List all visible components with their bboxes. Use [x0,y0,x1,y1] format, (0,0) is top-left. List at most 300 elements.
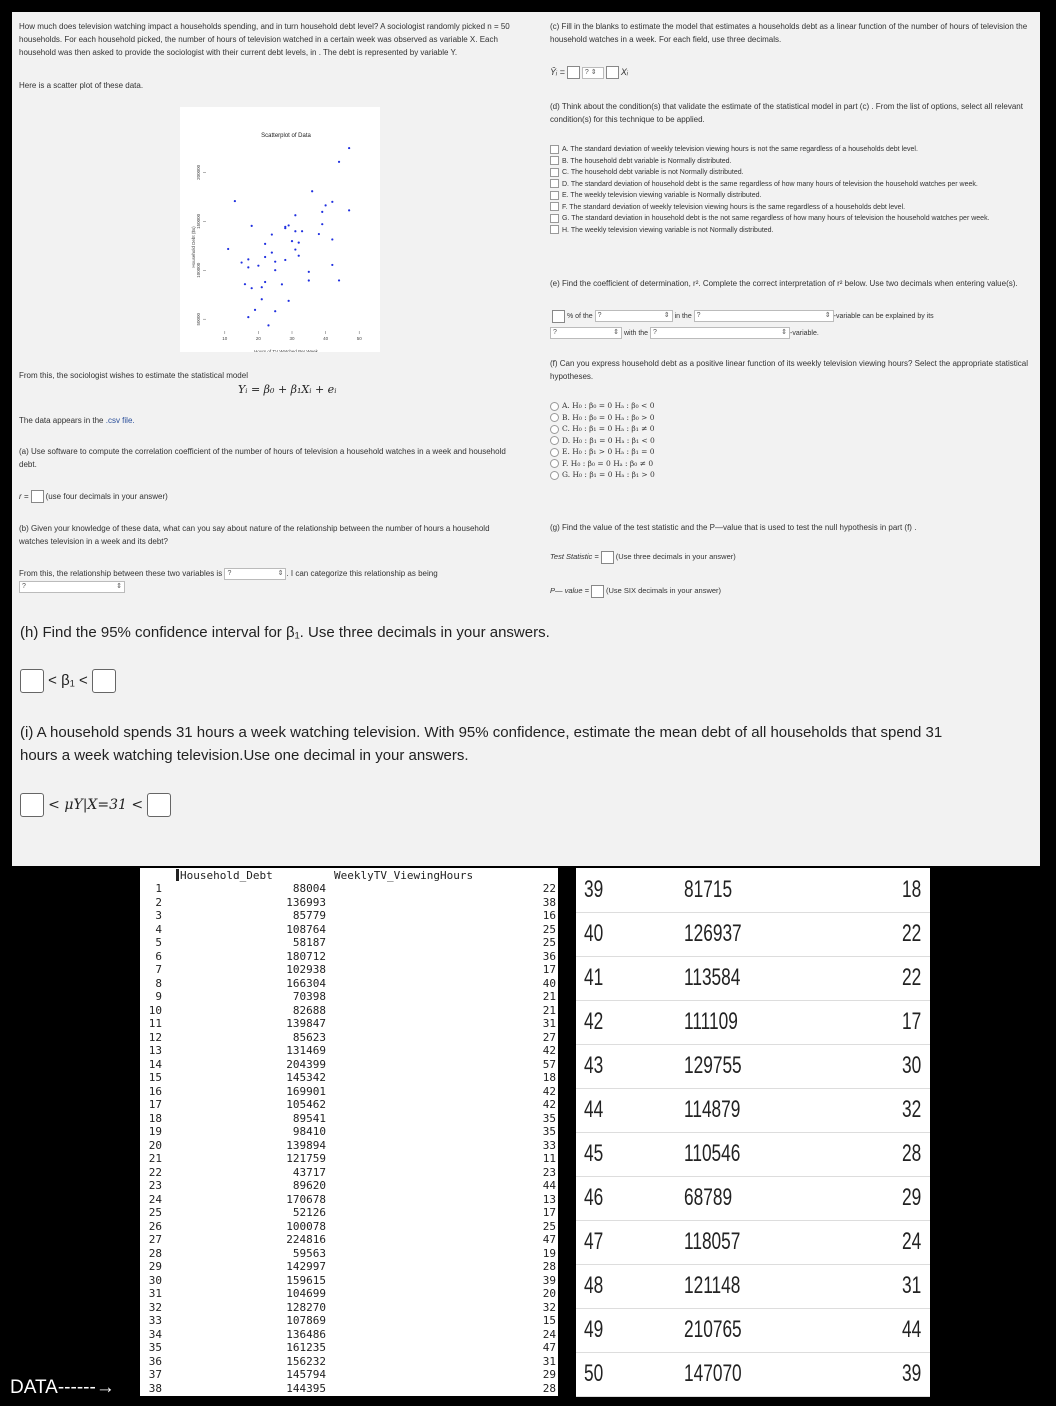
radio[interactable] [550,436,559,445]
table-row [140,1233,558,1246]
data-point [274,310,276,312]
data-point [234,200,236,202]
data-point [338,161,340,163]
debt-cell: 81715 [684,876,733,903]
debt-cell: 104699 [286,1287,326,1300]
table-row [576,1264,930,1309]
hours-cell: 40 [542,976,556,990]
debt-cell: 89541 [292,1111,326,1125]
row-index: 10 [148,1003,162,1017]
part-d-options [550,144,1038,236]
row-index: 40 [584,920,604,947]
row-index: 6 [155,949,162,963]
x-axis-label: Hours of TV Watched Per Week [254,349,318,352]
radio[interactable] [550,413,559,422]
csv-line: The data appears in the .csv file. [19,416,135,425]
table-row [576,1132,930,1177]
data-point [321,223,323,225]
chart-title: Scatterplot of Data [261,133,311,139]
hours-cell: 22 [542,882,556,895]
hours-cell: 24 [542,1327,556,1341]
row-index: 1 [155,882,162,895]
row-index: 9 [155,990,162,1003]
hyp-option-e[interactable]: E. H₀ : β₁ > 0 Hₐ : β₁ = 0 [550,446,655,458]
table-row [140,1031,558,1044]
part-a-answer: r = (use four decimals in your answer) [19,490,168,503]
debt-cell: 180712 [286,949,326,963]
checkbox[interactable] [550,202,559,211]
data-point [281,283,283,285]
data-point [257,265,259,267]
hours-cell: 20 [542,1287,556,1300]
part-f: (f) Can you express household debt as a positive linear function of its weekly television viewing hours? Select the appropriate statistical hypotheses. [550,359,1029,381]
hours-cell: 27 [542,1030,556,1044]
relationship-direction-select[interactable]: ? ⇕ [224,568,286,580]
p-value-row: P— value = (Use SIX decimals in your answer) [550,584,721,598]
part-h-answer: < β₁ < [20,669,116,693]
table-row [140,1125,558,1138]
debt-cell: 89620 [292,1179,326,1192]
x-tick-label: 50 [356,336,362,341]
hours-cell: 35 [542,1111,556,1125]
hyp-option-f[interactable]: F. H₀ : β₀ = 0 Hₐ : β₀ ≠ 0 [550,458,655,470]
radio[interactable] [550,425,559,434]
data-point [251,225,253,227]
other-variable-select[interactable]: ? ⇕ [650,327,790,339]
table-row [576,912,930,957]
mean-ci-lower-input[interactable] [20,793,44,817]
part-a: (a) Use software to compute the correlation coefficient of the number of hours of television a household watches in a week and household debt. [19,447,506,469]
part-c-answer: Ŷᵢ = ? ⇕ Xᵢ [550,66,628,79]
csv-file-link[interactable]: .csv file. [105,416,135,425]
radio[interactable] [550,459,559,468]
table-row [140,1341,558,1354]
data-point [308,279,310,281]
row-index: 42 [584,1008,604,1035]
debt-cell: 105462 [286,1098,326,1111]
row-index: 31 [148,1287,162,1300]
table-header: Household_Debt WeeklyTV_ViewingHours [140,869,558,882]
option-h[interactable]: H. The weekly television viewing variable is not Normally distributed. [550,225,1038,237]
hours-cell: 31 [542,1017,556,1030]
hours-cell: 28 [542,1381,556,1395]
data-point [284,259,286,261]
hyp-option-b[interactable]: B. H₀ : β₀ = 0 Hₐ : β₀ > 0 [550,412,655,424]
table-row [140,1085,558,1098]
hours-cell: 30 [902,1052,922,1079]
table-row [576,956,930,1001]
debt-cell: 118057 [684,1228,741,1255]
debt-cell: 114879 [684,1096,741,1123]
test-statistic-input[interactable] [601,551,614,564]
table-row [576,1088,930,1133]
data-point [271,251,273,253]
hours-cell: 25 [542,1219,556,1233]
data-point [264,256,266,258]
debt-cell: 88004 [292,882,326,895]
row-index: 12 [148,1030,162,1044]
debt-cell: 169901 [286,1084,326,1098]
row-index: 5 [155,936,162,949]
option-a[interactable]: A. The standard deviation of weekly television viewing hours is not the same regardless of a households debt level. [550,144,1038,156]
p-value-input[interactable] [591,585,604,598]
hours-cell: 28 [542,1260,556,1273]
row-index: 8 [155,976,162,990]
hours-cell: 18 [902,876,922,903]
table-row [576,1352,930,1397]
row-index: 4 [155,922,162,936]
hours-cell: 22 [902,920,922,947]
part-c: (c) Fill in the blanks to estimate the model that estimates a households debt as a linear function of the number of hours of television the household watches in a week. For each field, use three decimals. [550,22,1028,44]
table-row [140,1355,558,1368]
table-row [140,1193,558,1206]
data-point [321,211,323,213]
row-index: 49 [584,1316,604,1343]
table-row [576,1220,930,1265]
y-tick-label: 100000 [196,262,201,278]
table-row [576,868,930,913]
table-row [140,1314,558,1327]
row-index: 18 [148,1111,162,1125]
hours-cell: 13 [542,1192,556,1206]
debt-cell: 111109 [684,1008,738,1035]
debt-cell: 139894 [286,1138,326,1152]
row-index: 24 [148,1192,162,1206]
row-index: 44 [584,1096,604,1123]
data-point [301,230,303,232]
data-point [348,147,350,149]
data-point [271,233,273,235]
table-row [140,1206,558,1219]
row-index: 41 [584,964,604,991]
table-row [140,923,558,936]
test-statistic-row: Test Statistic = (Use three decimals in your answer) [550,550,736,564]
data-point [264,281,266,283]
table-row [140,1139,558,1152]
table-row [140,1274,558,1287]
data-point [294,248,296,250]
scatter-svg [180,107,380,352]
table-row [140,1112,558,1125]
table-row [140,1058,558,1071]
debt-cell: 107869 [286,1314,326,1327]
option-b[interactable]: B. The household debt variable is Normally distributed. [550,156,1038,168]
debt-cell: 147070 [684,1360,742,1387]
table-row [140,1260,558,1273]
data-point [284,226,286,228]
row-index: 27 [148,1233,162,1246]
debt-cell: 52126 [292,1206,326,1219]
row-index: 36 [148,1354,162,1368]
hyp-option-a[interactable]: A. H₀ : β₀ = 0 Hₐ : β₀ < 0 [550,400,655,412]
debt-cell: 156232 [286,1354,326,1368]
data-point [274,269,276,271]
data-point [294,214,296,216]
table-row [140,1044,558,1057]
table-row [140,909,558,922]
hours-cell: 35 [542,1125,556,1138]
table-row [140,977,558,990]
debt-cell: 82688 [292,1003,326,1017]
data-point [227,248,229,250]
hours-cell: 44 [902,1316,922,1343]
row-index: 34 [148,1327,162,1341]
part-i-answer: < μY|X=31 < [20,793,171,817]
hours-cell: 25 [542,922,556,936]
hours-cell: 29 [542,1368,556,1381]
ci-upper-input[interactable] [92,669,116,693]
header-marker [176,869,179,881]
table-row [140,1368,558,1381]
scatter-intro: Here is a scatter plot of these data. [19,81,144,90]
hyp-option-d[interactable]: D. H₀ : β₁ = 0 Hₐ : β₁ < 0 [550,435,655,447]
debt-cell: 102938 [286,963,326,976]
part-e-answer: % of the ? ⇕ in the ? ⇕ -variable can be explained by its ? ⇕ with the ? ⇕ -variable. [550,308,1038,342]
debt-cell: 131469 [286,1044,326,1057]
debt-cell: 142997 [286,1260,326,1273]
table-row [140,1004,558,1017]
debt-cell: 128270 [286,1300,326,1314]
row-index: 2 [155,895,162,909]
row-index: 46 [584,1184,604,1211]
debt-cell: 110546 [684,1140,741,1167]
debt-cell: 59563 [292,1246,326,1260]
hours-cell: 22 [902,964,922,991]
intercept-input[interactable] [567,66,580,79]
hours-cell: 42 [542,1084,556,1098]
row-index: 23 [148,1179,162,1192]
table-row [140,1287,558,1300]
data-point [247,316,249,318]
hours-cell: 47 [542,1233,556,1246]
data-point [267,324,269,326]
table-row [576,1000,930,1045]
x-tick-label: 30 [289,336,295,341]
option-e[interactable]: E. The weekly television viewing variable is Normally distributed. [550,190,1038,202]
r-input[interactable] [31,490,44,503]
table-row [140,963,558,976]
debt-cell: 136993 [286,895,326,909]
data-point [331,238,333,240]
row-index: 50 [584,1360,604,1387]
debt-cell: 210765 [684,1316,742,1343]
scatter-plot [180,107,380,352]
y-tick-label: 150000 [196,213,201,229]
row-index: 39 [584,876,604,903]
data-point [288,300,290,302]
data-point [311,190,313,192]
debt-cell: 161235 [286,1341,326,1354]
table-row [140,896,558,909]
variation-select[interactable]: ? ⇕ [595,310,673,322]
select-arrow-icon: ⇕ [116,582,122,590]
data-point [254,309,256,311]
row-index: 14 [148,1057,162,1071]
relationship-category-select[interactable]: ? ⇕ [19,581,125,593]
checkbox[interactable] [550,179,559,188]
table-row [140,950,558,963]
data-table-right [576,868,930,1396]
hours-cell: 39 [542,1273,556,1287]
hours-cell: 11 [542,1152,556,1165]
row-index: 28 [148,1246,162,1260]
table-row [140,1017,558,1030]
data-point [251,287,253,289]
table-row [140,1098,558,1111]
data-point [291,240,293,242]
table-row [140,1152,558,1165]
row-index: 43 [584,1052,604,1079]
hours-cell: 29 [902,1184,922,1211]
debt-cell: 159615 [286,1273,326,1287]
debt-cell: 145794 [286,1368,326,1381]
debt-cell: 166304 [286,976,326,990]
option-d[interactable]: D. The standard deviation of household debt is the same regardless of how many hours of television the household watches per week. [550,179,1038,191]
table-row [140,1328,558,1341]
part-h-question: (h) Find the 95% confidence interval for β₁. Use three decimals in your answers. [20,624,550,641]
row-index: 26 [148,1219,162,1233]
row-index: 45 [584,1140,604,1167]
data-point [288,224,290,226]
relationship-select[interactable]: ? ⇕ [550,327,622,339]
r2-input[interactable] [552,310,565,323]
option-f[interactable]: F. The standard deviation of weekly television viewing hours is the same regardless of a households debt level. [550,202,1038,214]
y-tick-label: 200000 [196,164,201,180]
data-point [294,230,296,232]
select-arrow-icon: ⇕ [277,569,284,577]
data-point [261,286,263,288]
slope-input[interactable] [606,66,619,79]
debt-cell: 224816 [286,1233,326,1246]
debt-cell: 85623 [292,1030,326,1044]
hours-cell: 47 [542,1341,556,1354]
data-point [331,264,333,266]
debt-cell: 113584 [684,964,741,991]
hours-cell: 19 [542,1246,556,1260]
hours-cell: 17 [542,963,556,976]
table-row [576,1176,930,1221]
table-row [140,1166,558,1179]
table-row [140,1179,558,1192]
ci-lower-input[interactable] [20,669,44,693]
part-b-answer: From this, the relationship between these two variables is ? ⇕ . I can categorize this relationship as being ? ⇕ [19,567,544,593]
table-row [140,1382,558,1395]
option-c[interactable]: C. The household debt variable is not Normally distributed. [550,167,1038,179]
hours-cell: 23 [542,1165,556,1179]
radio[interactable] [550,448,559,457]
hours-cell: 39 [902,1360,922,1387]
hours-cell: 32 [902,1096,922,1123]
hyp-option-c[interactable]: C. H₀ : β₁ = 0 Hₐ : β₁ ≠ 0 [550,423,655,435]
checkbox[interactable] [550,168,559,177]
y-axis-label: Household Debt ($s) [191,226,196,268]
debt-cell: 108764 [286,922,326,936]
part-d: (d) Think about the condition(s) that validate the estimate of the statistical model in part (c) . From the list of options, select all relevant condition(s) for this technique to be applied. [550,102,1023,124]
checkbox[interactable] [550,225,559,234]
data-table-left [140,868,558,1396]
debt-cell: 136486 [286,1327,326,1341]
row-index: 22 [148,1165,162,1179]
debt-cell: 121148 [684,1272,741,1299]
part-g: (g) Find the value of the test statistic and the P—value that is used to test the null hypothesis in part (f) . [550,523,917,532]
table-row [576,1308,930,1353]
row-index: 19 [148,1125,162,1138]
debt-cell: 58187 [292,936,326,949]
hours-cell: 21 [542,1003,556,1017]
debt-cell: 139847 [286,1017,326,1030]
sign-select[interactable]: ? ⇕ [582,67,604,79]
hours-cell: 31 [902,1272,922,1299]
row-index: 35 [148,1341,162,1354]
radio[interactable] [550,471,559,480]
checkbox[interactable] [550,214,559,223]
data-point [325,204,327,206]
model-equation: Yᵢ = β₀ + β₁Xᵢ + eᵢ [238,383,337,396]
row-index: 33 [148,1314,162,1327]
row-index: 11 [148,1017,162,1030]
data-point [298,255,300,257]
debt-cell: 85779 [292,909,326,922]
table-row [140,936,558,949]
data-point [247,266,249,268]
checkbox[interactable] [550,145,559,154]
data-point [338,279,340,281]
data-point [348,209,350,211]
table-row [140,1247,558,1260]
radio[interactable] [550,402,559,411]
hyp-option-g[interactable]: G. H₀ : β₁ = 0 Hₐ : β₁ > 0 [550,469,655,481]
model-intro: From this, the sociologist wishes to estimate the statistical model [19,371,248,380]
option-g[interactable]: G. The standard deviation in household debt is the not same regardless of how many hours of television the household watches per week. [550,213,1038,225]
row-index: 37 [148,1368,162,1381]
intro-text: How much does television watching impact a households spending, and in turn household debt level? A sociologist randomly picked n = 50 households. For each household picked, the number of hours of television watched in a certain week was observed as variable X. Each household was then asked to provide the sociologist with their current debt levels, in . The debt is represented by variable Y. [19,22,510,57]
table-row [140,882,558,895]
row-index: 32 [148,1300,162,1314]
hours-cell: 38 [542,895,556,909]
hours-cell: 32 [542,1300,556,1314]
data-point [264,243,266,245]
debt-cell: 170678 [286,1192,326,1206]
debt-cell: 68789 [684,1184,733,1211]
data-point [308,271,310,273]
hours-cell: 44 [542,1179,556,1192]
hours-cell: 17 [542,1206,556,1219]
data-point [318,233,320,235]
mean-ci-upper-input[interactable] [147,793,171,817]
part-b: (b) Given your knowledge of these data, what can you say about nature of the relationship between the number of hours a household watches television in a week and its debt? [19,524,490,546]
hours-cell: 24 [902,1228,922,1255]
data-point [244,283,246,285]
variable-select[interactable]: ? ⇕ [694,310,834,322]
checkbox[interactable] [550,191,559,200]
debt-cell: 204399 [286,1057,326,1071]
x-tick-label: 10 [222,336,228,341]
debt-cell: 129755 [684,1052,742,1079]
row-index: 48 [584,1272,604,1299]
part-i-question: (i) A household spends 31 hours a week watching television. With 95% confidence, estimate the mean debt of all households that spend 31 hours a week watching television.Use one decimal in your answers. [20,724,943,764]
debt-cell: 70398 [292,990,326,1003]
x-tick-label: 20 [255,336,261,341]
table-row [576,1044,930,1089]
data-point [331,201,333,203]
debt-cell: 98410 [292,1125,326,1138]
hours-cell: 36 [542,949,556,963]
row-index: 38 [148,1381,162,1395]
row-index: 30 [148,1273,162,1287]
checkbox[interactable] [550,156,559,165]
row-index: 29 [148,1260,162,1273]
row-index: 20 [148,1138,162,1152]
